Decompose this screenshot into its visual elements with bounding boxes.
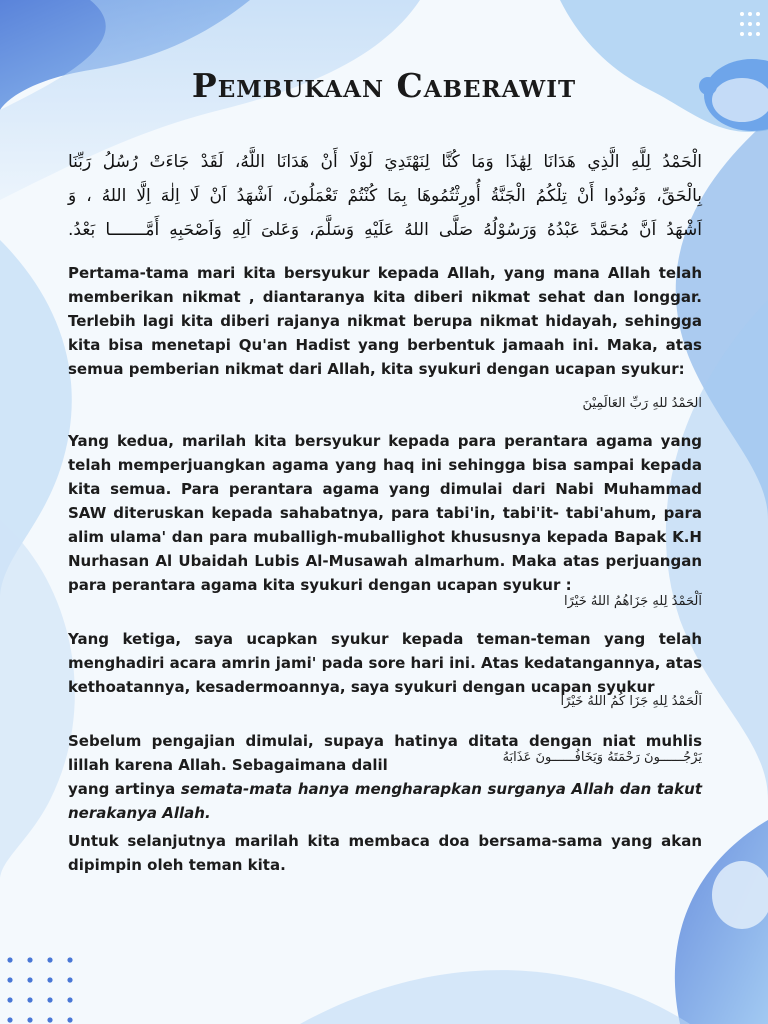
paragraph-second-gratitude: Yang kedua, marilah kita bersyukur kepada para perantara agama yang telah memperjuangkan agama yang haq ini sehingga bisa sampai kepada kita semua. Para perantara agama yang dimulai dari Nabi Muhammad SAW diteruskan kepada sahabatnya, para tabi'in, tabi'it- tabi'ahum, para alim ulama' dan para muballigh-muballighot khususnya kepada Bapak K.H Nurhasan Al Ubaidah Lubis Al-Musawah almarhum. Maka atas perjuangan para perantara agama kita syukuri dengan ucapan syukur :: [68, 432, 702, 594]
paragraph-intention: [68, 729, 702, 825]
dua-alhamdulillah: الحَمْدُ للهِ رَبِّ العَالَمِيْنَ: [582, 396, 702, 411]
dua-jazakumullah: اَلْحَمْدُ لِلهِ جَزَا كُمُ اللهُ خَيْرًا: [560, 694, 702, 709]
page-title: Pembukaan Caberawit: [191, 66, 577, 105]
dua-jazahumullah: اَلْحَمْدُ لِلهِ جَزَاهُمُ اللهُ خَيْرًا: [564, 594, 702, 609]
paragraph-first-gratitude: Pertama-tama mari kita bersyukur kepada Allah, yang mana Allah telah memberikan nikmat , diantaranya kita diberi nikmat sehat dan longgar. Terlebih lagi kita diberi rajanya nikmat berupa nikmat hidayah, sehingga kita bisa menetapi Qu'an Hadist yang berbentuk jamaah ini. Maka, atas semua pemberian nikmat dari Allah, kita syukuri dengan ucapan syukur:: [68, 264, 702, 378]
arabic-opening-line-2: بِالْحَقِّ، وَنُودُوا أَنْ تِلْكُمُ الْجَنَّةُ أُورِثْتُمُوهَا بِمَا كُنْتُمْ تَعْمَلُونَ، اَشْهَدُ اَنْ لَا اِلٰهَ اِلَّا اللهُ ، وَ: [68, 186, 702, 206]
dalil-yarjuna: يَرْجُــــــونَ رَحْمَتَهُ وَيَخَافُــــــونَ عَذَابَهُ: [502, 750, 702, 765]
paragraph-third-gratitude: Yang ketiga, saya ucapkan syukur kepada teman-teman yang telah menghadiri acara amrin jami' pada sore hari ini. Atas kedatangannya, atas kethoatannya, kesadermoannya, saya syukuri dengan ucapan syukur: [68, 630, 702, 696]
paragraph-closing: Untuk selanjutnya marilah kita membaca doa bersama-sama yang akan dipimpin oleh teman kita.: [68, 832, 702, 874]
arabic-opening-line-1: الْحَمْدُ لِلَّهِ الَّذِي هَدَانَا لِهَٰذَا وَمَا كُنَّا لِنَهْتَدِيَ لَوْلَا أَنْ هَدَانَا اللَّهُ، لَقَدْ جَاءَتْ رُسُلُ رَبِّنَا: [68, 152, 702, 172]
meaning-italic: semata-mata hanya mengharapkan surganya Allah dan takut nerakanya Allah.: [68, 780, 702, 822]
arabic-opening-line-3: اَشْهَدُ اَنَّ مُحَمَّدً عَبْدُهُ وَرَسُوْلُهُ صَلَّى اللهُ عَلَيْهِ وَسَلَّمَ، وَعَلىَ آلِهِ وَاَصْحَبِهِ أَمَّـــــــا بَعْدُ.: [68, 220, 702, 240]
meaning-prefix: yang artinya: [68, 780, 176, 798]
intention-text: Sebelum pengajian dimulai, supaya hatinya ditata dengan niat muhlis lillah karena Allah. Sebagaimana dalil: [68, 732, 702, 774]
